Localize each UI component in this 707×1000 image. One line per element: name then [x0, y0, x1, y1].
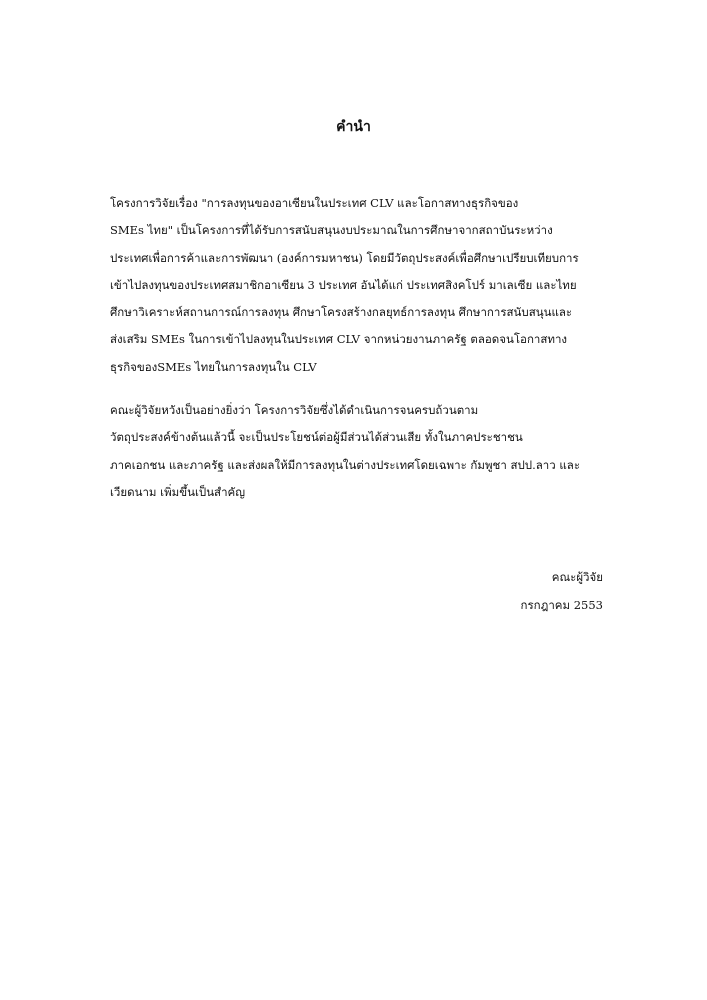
paragraph-line: คณะผู้วิจัยหวังเป็นอย่างยิ่งว่า โครงการวิจัยซึ่งได้ดำเนินการจนครบถ้วนตาม	[110, 403, 479, 417]
signature-block	[521, 563, 603, 619]
paragraph-expectation	[110, 397, 608, 506]
paragraph-line: วัตถุประสงค์ข้างต้นแล้วนี้ จะเป็นประโยชน์ต่อผู้มีส่วนได้ส่วนเสีย ทั้งในภาคประชาชน	[110, 430, 523, 445]
paragraph-line: SMEs ไทย" เป็นโครงการที่ได้รับการสนับสนุนงบประมาณในการศึกษาจากสถาบันระหว่าง	[110, 223, 553, 238]
paragraph-line: ศึกษาวิเคราะห์สถานการณ์การลงทุน ศึกษาโครงสร้างกลยุทธ์การลงทุน ศึกษาการสนับสนุนและ	[110, 305, 573, 320]
paragraph-line: โครงการวิจัยเรื่อง "การลงทุนของอาเซียนในประเทศ CLV และโอกาสทางธุรกิจของ	[110, 196, 519, 210]
paragraph-line: เข้าไปลงทุนของประเทศสมาชิกอาเซียน 3 ประเทศ อันได้แก่ ประเทศสิงคโปร์ มาเลเซีย และไทย	[110, 277, 577, 292]
signature-date: กรกฎาคม 2553	[520, 598, 603, 612]
paragraph-line: เวียดนาม เพิ่มขึ้นเป็นสำคัญ	[110, 484, 246, 499]
paragraph-line: ส่งเสริม SMEs ในการเข้าไปลงทุนในประเทศ CLV จากหน่วยงานภาครัฐ ตลอดจนโอกาสทาง	[110, 332, 568, 347]
paragraph-line: ธุรกิจของSMEs ไทยในการลงทุนใน CLV	[110, 359, 317, 374]
signature-author: คณะผู้วิจัย	[551, 570, 603, 584]
paragraph-line: ภาคเอกชน และภาครัฐ และส่งผลให้มีการลงทุนในต่างประเทศโดยเฉพาะ กัมพูชา สปป.ลาว และ	[110, 457, 581, 472]
page-title: คำนำ	[336, 119, 371, 135]
paragraph-line: ประเทศเพื่อการค้าและการพัฒนา (องค์การมหาชน) โดยมีวัตถุประสงค์เพื่อศึกษาเปรียบเทียบการ	[110, 250, 579, 265]
paragraph-introduction	[110, 190, 608, 381]
